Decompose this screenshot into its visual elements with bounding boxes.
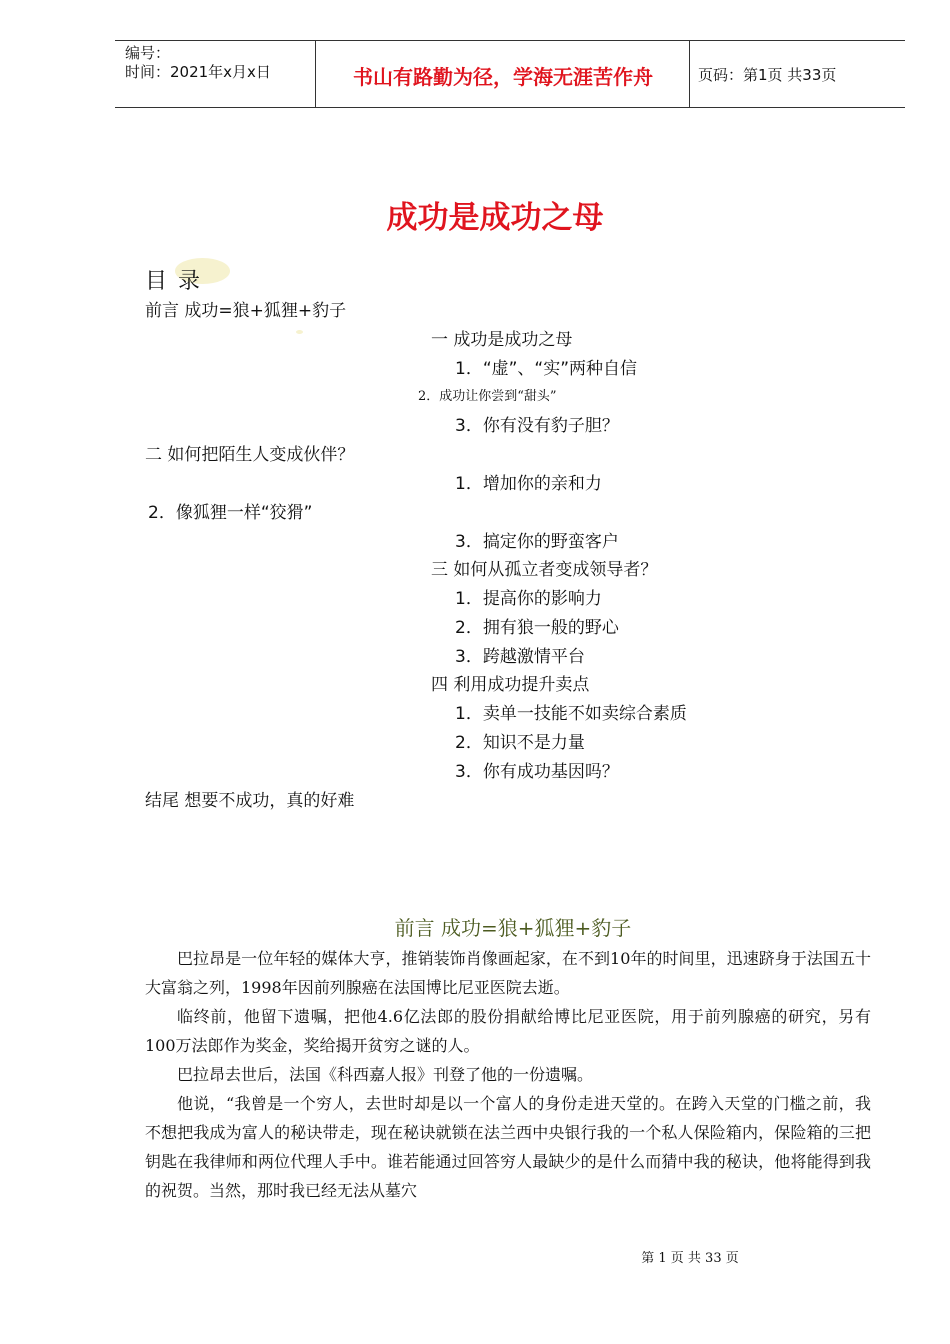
header-divider-right [689, 40, 690, 107]
toc-item-chapter-2: 二 如何把陌生人变成伙伴？ [145, 445, 355, 465]
header-page-label: 页码：第1页 共33页 [698, 66, 837, 84]
toc-heading: 目 录 [145, 269, 202, 294]
toc-item-3-1: 1．提高你的影响力 [455, 589, 602, 609]
toc-item-preface: 前言 成功=狼+狐狸+豹子 [145, 301, 347, 321]
toc-item-2-2: 2．像狐狸一样“狡猾” [148, 503, 313, 523]
toc-item-1-2: 2．成功让你尝到“甜头” [418, 389, 557, 404]
toc-item-chapter-3: 三 如何从孤立者变成领导者？ [431, 560, 658, 580]
paragraph: 临终前，他留下遗嘱，把他4.6亿法郎的股份捐献给博比尼亚医院，用于前列腺癌的研究，另有100万法郎作为奖金，奖给揭开贫穷之谜的人。 [145, 1007, 871, 1055]
toc-item-4-2: 2．知识不是力量 [455, 733, 585, 753]
toc-item-2-1: 1．增加你的亲和力 [455, 474, 602, 494]
toc-item-4-3: 3．你有成功基因吗？ [455, 762, 619, 782]
toc-item-3-2: 2．拥有狼一般的野心 [455, 618, 619, 638]
header-meta [125, 44, 271, 82]
section-title: 前言 成功=狼+狐狸+豹子 [394, 916, 632, 940]
toc-item-4-1: 1．卖单一技能不如卖综合素质 [455, 704, 687, 724]
header-number-label: 编号： [125, 44, 171, 62]
toc-item-1-1: 1．“虚”、“实”两种自信 [455, 359, 638, 379]
header-motto: 书山有路勤为径，学海无涯苦作舟 [353, 65, 653, 89]
decorative-dot [296, 330, 303, 334]
page-footer: 第 1 页 共 33 页 [641, 1251, 739, 1266]
toc-item-chapter-1: 一 成功是成功之母 [431, 330, 573, 350]
paragraph: 巴拉昂是一位年轻的媒体大亨，推销装饰肖像画起家，在不到10年的时间里，迅速跻身于法国五十大富翁之列，1998年因前列腺癌在法国博比尼亚医院去逝。 [145, 949, 871, 997]
toc-item-chapter-4: 四 利用成功提升卖点 [431, 675, 590, 695]
toc-item-epilogue: 结尾 想要不成功，真的好难 [145, 791, 355, 811]
paragraph: 他说，“我曾是一个穷人，去世时却是以一个富人的身份走进天堂的。在跨入天堂的门槛之前，我不想把我成为富人的秘诀带走，现在秘诀就锁在法兰西中央银行我的一个私人保险箱内，保险箱的三把钥匙在我律师和两位代理人手中。谁若能通过回答穷人最缺少的是什么而猜中我的秘诀，他将能得到我的祝贺。当然，那时我已经无法从墓穴 [145, 1094, 871, 1200]
section-body [145, 944, 871, 1205]
document-title: 成功是成功之母 [386, 200, 604, 236]
toc-item-3-3: 3．跨越激情平台 [455, 647, 585, 667]
header-top-rule [115, 40, 905, 41]
toc-item-2-3: 3．搞定你的野蛮客户 [455, 532, 619, 552]
paragraph: 巴拉昂去世后，法国《科西嘉人报》刊登了他的一份遗嘱。 [177, 1065, 594, 1084]
header-bottom-rule [115, 107, 905, 108]
header-divider-left [315, 40, 316, 107]
header-time-label: 时间：2021年x月x日 [125, 63, 271, 81]
toc-item-1-3: 3．你有没有豹子胆？ [455, 416, 619, 436]
